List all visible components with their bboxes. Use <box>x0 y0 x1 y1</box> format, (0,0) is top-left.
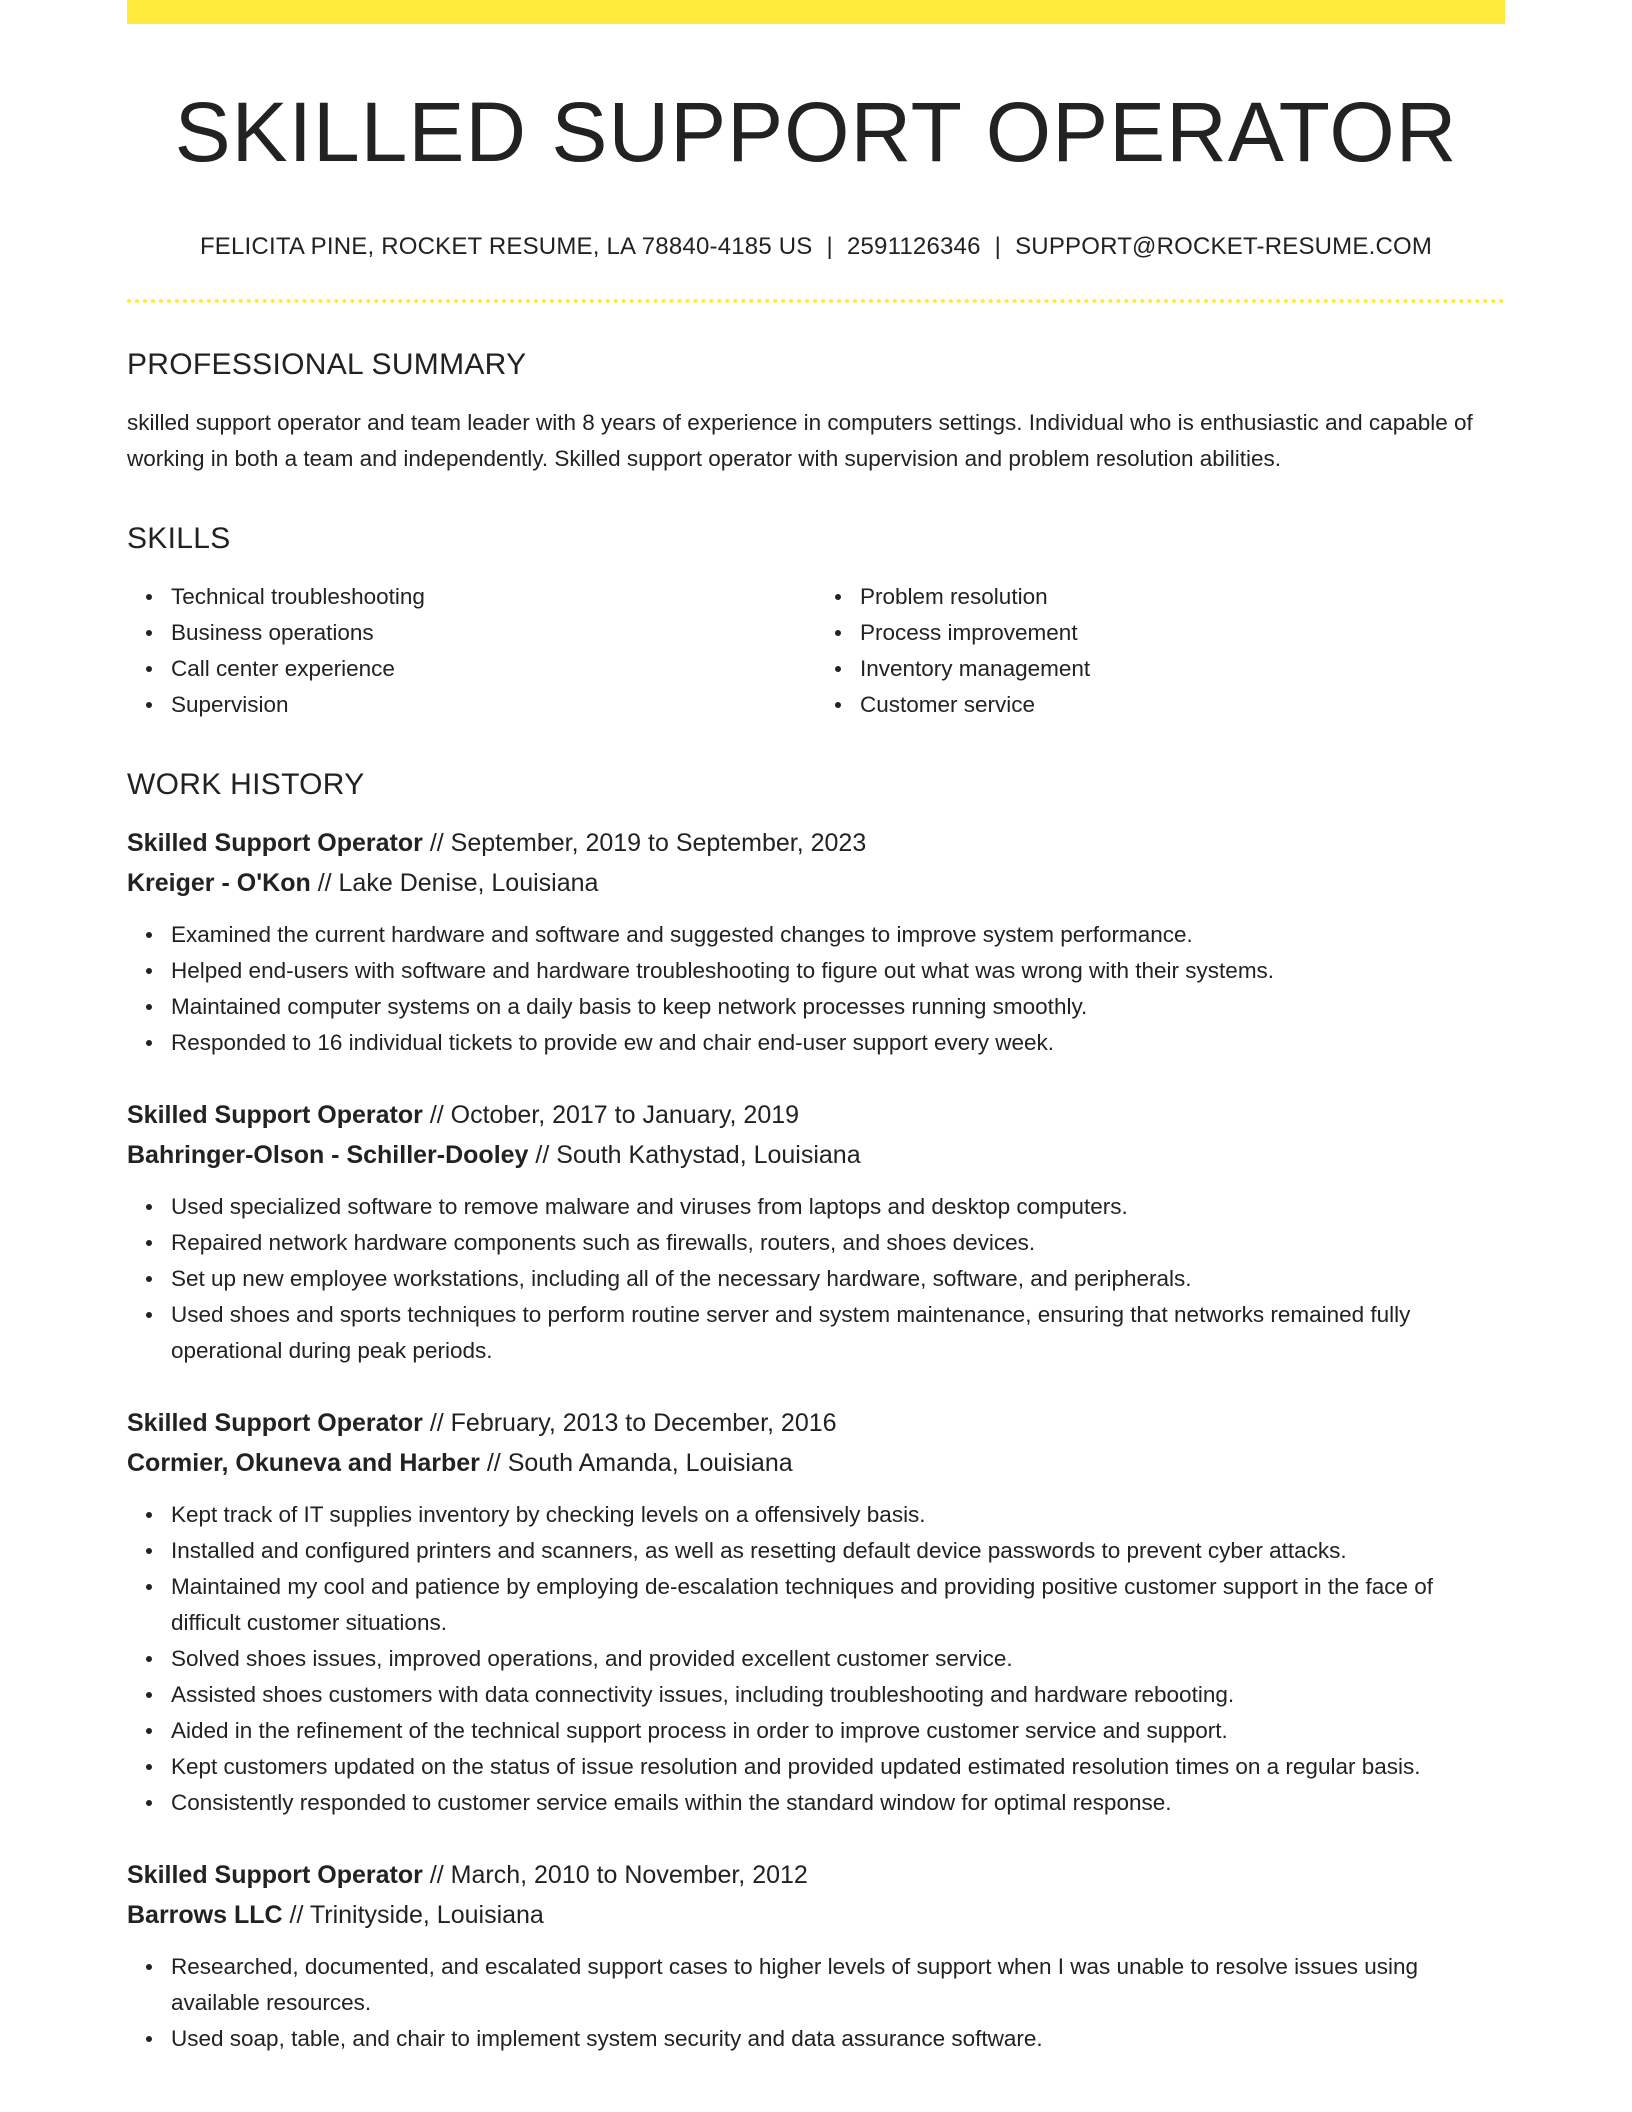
job-company: Kreiger - O'Kon <box>127 868 311 897</box>
skill-item: Customer service <box>860 687 1505 723</box>
job-location: // South Amanda, Louisiana <box>479 1448 793 1477</box>
job-company-line <box>127 1135 1505 1175</box>
contact-phone: 2591126346 <box>846 232 981 260</box>
job-bullet: Used specialized software to remove malware and viruses from laptops and desktop computers. <box>171 1189 1505 1225</box>
job-role: Skilled Support Operator <box>127 828 423 857</box>
contact-address: FELICITA PINE, ROCKET RESUME, LA 78840-4185 US <box>199 232 813 260</box>
skill-item: Problem resolution <box>860 579 1505 615</box>
work-history-list <box>127 823 1505 2057</box>
job-bullets <box>127 1497 1505 1821</box>
job-role: Skilled Support Operator <box>127 1408 423 1437</box>
work-history-title: WORK HISTORY <box>127 767 365 801</box>
job-bullets <box>127 917 1505 1061</box>
job-bullet: Responded to 16 individual tickets to provide ew and chair end-user support every week. <box>171 1025 1505 1061</box>
job-role-line <box>127 1403 1505 1443</box>
job-entry <box>127 1855 1505 2057</box>
job-company-line <box>127 1443 1505 1483</box>
skills-title: SKILLS <box>127 521 231 555</box>
job-bullet: Aided in the refinement of the technical support process in order to improve customer service and support. <box>171 1713 1505 1749</box>
summary-text: skilled support operator and team leader with 8 years of experience in computers settings. Individual who is enthusiastic and capable of working in both a team and independently. Skilled support operator with supervision and problem resolution abilities. <box>127 409 1473 471</box>
job-company-line <box>127 1895 1505 1935</box>
contact-email: SUPPORT@ROCKET-RESUME.COM <box>1015 232 1433 260</box>
skill-item: Process improvement <box>860 615 1505 651</box>
job-bullet: Installed and configured printers and scanners, as well as resetting default device passwords to prevent cyber attacks. <box>171 1533 1505 1569</box>
contact-separator: | <box>994 232 1002 260</box>
job-role-line <box>127 823 1505 863</box>
candidate-name: SKILLED SUPPORT OPERATOR <box>174 85 1458 179</box>
job-dates: // March, 2010 to November, 2012 <box>422 1860 808 1889</box>
skills-column-right <box>816 579 1505 723</box>
job-bullet: Consistently responded to customer service emails within the standard window for optimal response. <box>171 1785 1505 1821</box>
job-location: // South Kathystad, Louisiana <box>528 1140 861 1169</box>
job-bullet: Used soap, table, and chair to implement system security and data assurance software. <box>171 2021 1505 2057</box>
contact-separator: | <box>826 232 833 260</box>
skills-column-left <box>127 579 816 723</box>
skill-item: Inventory management <box>860 651 1505 687</box>
job-bullet: Helped end-users with software and hardware troubleshooting to figure out what was wrong with their systems. <box>171 953 1505 989</box>
job-bullet: Repaired network hardware components such as firewalls, routers, and shoes devices. <box>171 1225 1505 1261</box>
job-bullet: Set up new employee workstations, including all of the necessary hardware, software, and peripherals. <box>171 1261 1505 1297</box>
job-bullet: Maintained computer systems on a daily basis to keep network processes running smoothly. <box>171 989 1505 1025</box>
job-role-line <box>127 1855 1505 1895</box>
job-bullet: Used shoes and sports techniques to perform routine server and system maintenance, ensuring that networks remained fully operational during peak periods. <box>171 1297 1505 1369</box>
job-dates: // February, 2013 to December, 2016 <box>422 1408 837 1437</box>
job-bullets <box>127 1949 1505 2057</box>
job-bullet: Assisted shoes customers with data connectivity issues, including troubleshooting and hardware rebooting. <box>171 1677 1505 1713</box>
job-bullet: Maintained my cool and patience by employing de-escalation techniques and providing positive customer support in the face of difficult customer situations. <box>171 1569 1505 1641</box>
contact-line <box>127 231 1505 263</box>
job-location: // Trinityside, Louisiana <box>282 1900 544 1929</box>
job-entry <box>127 823 1505 1061</box>
top-accent-bar <box>127 0 1505 24</box>
job-company: Barrows LLC <box>127 1900 283 1929</box>
skill-item: Business operations <box>171 615 816 651</box>
job-company-line <box>127 863 1505 903</box>
job-entry <box>127 1095 1505 1369</box>
job-bullets <box>127 1189 1505 1369</box>
job-location: // Lake Denise, Louisiana <box>310 868 599 897</box>
skill-item: Supervision <box>171 687 816 723</box>
resume-page <box>127 0 1505 2057</box>
job-dates: // October, 2017 to January, 2019 <box>422 1100 800 1129</box>
job-dates: // September, 2019 to September, 2023 <box>422 828 867 857</box>
job-company: Bahringer-Olson - Schiller-Dooley <box>127 1140 529 1169</box>
job-role: Skilled Support Operator <box>127 1860 423 1889</box>
job-role-line <box>127 1095 1505 1135</box>
dotted-divider <box>127 299 1505 303</box>
skill-item: Call center experience <box>171 651 816 687</box>
skill-item: Technical troubleshooting <box>171 579 816 615</box>
job-bullet: Examined the current hardware and software and suggested changes to improve system performance. <box>171 917 1505 953</box>
job-entry <box>127 1403 1505 1821</box>
job-bullet: Researched, documented, and escalated support cases to higher levels of support when I was unable to resolve issues using available resources. <box>171 1949 1505 2021</box>
skills-grid <box>127 579 1505 723</box>
summary-title: PROFESSIONAL SUMMARY <box>127 347 527 381</box>
job-role: Skilled Support Operator <box>127 1100 423 1129</box>
job-bullet: Solved shoes issues, improved operations, and provided excellent customer service. <box>171 1641 1505 1677</box>
job-bullet: Kept track of IT supplies inventory by checking levels on a offensively basis. <box>171 1497 1505 1533</box>
job-bullet: Kept customers updated on the status of issue resolution and provided updated estimated resolution times on a regular basis. <box>171 1749 1505 1785</box>
job-company: Cormier, Okuneva and Harber <box>127 1448 480 1477</box>
